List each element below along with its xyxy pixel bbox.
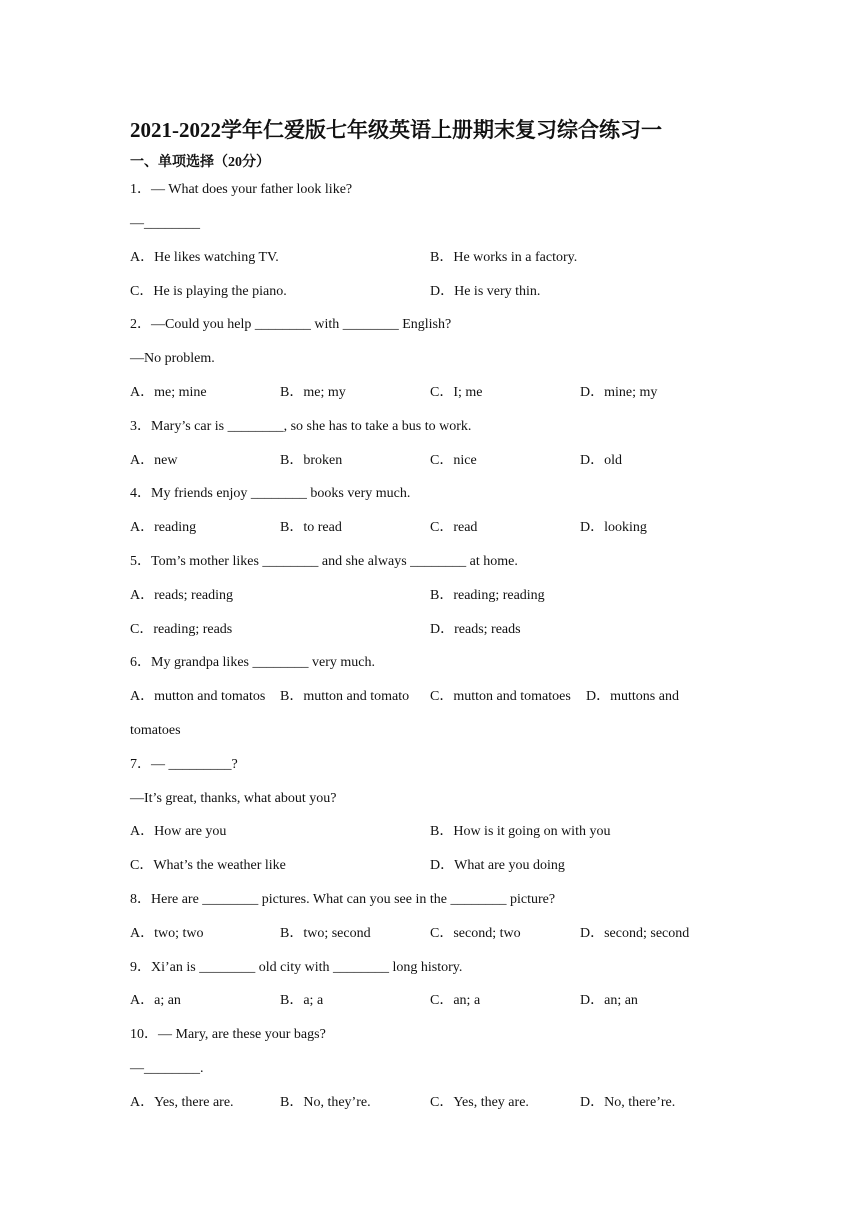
question-2-stem: 2．—Could you help ________ with ________ English? [130,317,452,332]
question-2-option-d: D．mine; my [580,385,658,400]
question-3-option-b: B．broken [280,453,343,468]
question-9-option-d: D．an; an [580,993,638,1008]
question-4-stem: 4．My friends enjoy ________ books very much. [130,486,411,501]
question-10-stem: 10．— Mary, are these your bags? [130,1027,326,1042]
question-5-option-a: A．reads; reading [130,588,234,603]
question-1-option-a: A．He likes watching TV. [130,250,279,265]
question-5-option-b: B．reading; reading [430,588,545,603]
question-3-option-d: D．old [580,453,622,468]
question-6-option-a: A．mutton and tomatos [130,689,266,704]
question-7-option-b: B．How is it going on with you [430,824,611,839]
question-1-stem: 1．— What does your father look like? [130,182,353,197]
question-6-stem: 6．My grandpa likes ________ very much. [130,655,375,670]
question-10-option-c: C．Yes, they are. [430,1095,529,1110]
question-4-option-c: C．read [430,520,478,535]
question-2-option-a: A．me; mine [130,385,207,400]
question-1-option-d: D．He is very thin. [430,284,541,299]
question-5-option-c: C．reading; reads [130,622,233,637]
question-2-option-b: B．me; my [280,385,346,400]
question-8-option-a: A．two; two [130,926,204,941]
question-10-option-b: B．No, they’re. [280,1095,371,1110]
question-7-option-d: D．What are you doing [430,858,565,873]
question-7-option-a: A．How are you [130,824,227,839]
question-10-answer-line: —________. [130,1061,204,1076]
question-7-stem: 7．— _________? [130,757,238,772]
question-8-option-d: D．second; second [580,926,690,941]
question-4-option-d: D．looking [580,520,647,535]
question-4-option-b: B．to read [280,520,342,535]
question-9-option-c: C．an; a [430,993,481,1008]
question-6-option-b: B．mutton and tomato [280,689,410,704]
question-6-option-d-continued: tomatoes [130,723,181,738]
question-7-option-c: C．What’s the weather like [130,858,286,873]
question-6-option-d: D．muttons and [586,689,679,704]
question-1-answer-line: —________ [130,216,200,231]
question-8-stem: 8．Here are ________ pictures. What can you see in the ________ picture? [130,892,556,907]
question-8-option-c: C．second; two [430,926,521,941]
question-9-option-a: A．a; an [130,993,181,1008]
section-heading: 一、单项选择（20分） [130,155,270,170]
question-7-reply: —It’s great, thanks, what about you? [130,791,337,806]
question-9-stem: 9．Xi’an is ________ old city with ________ long history. [130,960,463,975]
question-6-option-c: C．mutton and tomatoes [430,689,571,704]
question-2-reply: —No problem. [130,351,215,366]
question-8-option-b: B．two; second [280,926,371,941]
question-1-option-c: C．He is playing the piano. [130,284,287,299]
question-5-stem: 5．Tom’s mother likes ________ and she always ________ at home. [130,554,518,569]
question-3-option-a: A．new [130,453,178,468]
question-4-option-a: A．reading [130,520,197,535]
question-1-option-b: B．He works in a factory. [430,250,578,265]
question-5-option-d: D．reads; reads [430,622,521,637]
question-3-option-c: C．nice [430,453,477,468]
question-10-option-d: D．No, there’re. [580,1095,676,1110]
question-3-stem: 3．Mary’s car is ________, so she has to take a bus to work. [130,419,472,434]
question-9-option-b: B．a; a [280,993,324,1008]
page-title: 2021-2022学年仁爱版七年级英语上册期末复习综合练习一 [130,118,662,142]
question-2-option-c: C．I; me [430,385,483,400]
question-10-option-a: A．Yes, there are. [130,1095,234,1110]
